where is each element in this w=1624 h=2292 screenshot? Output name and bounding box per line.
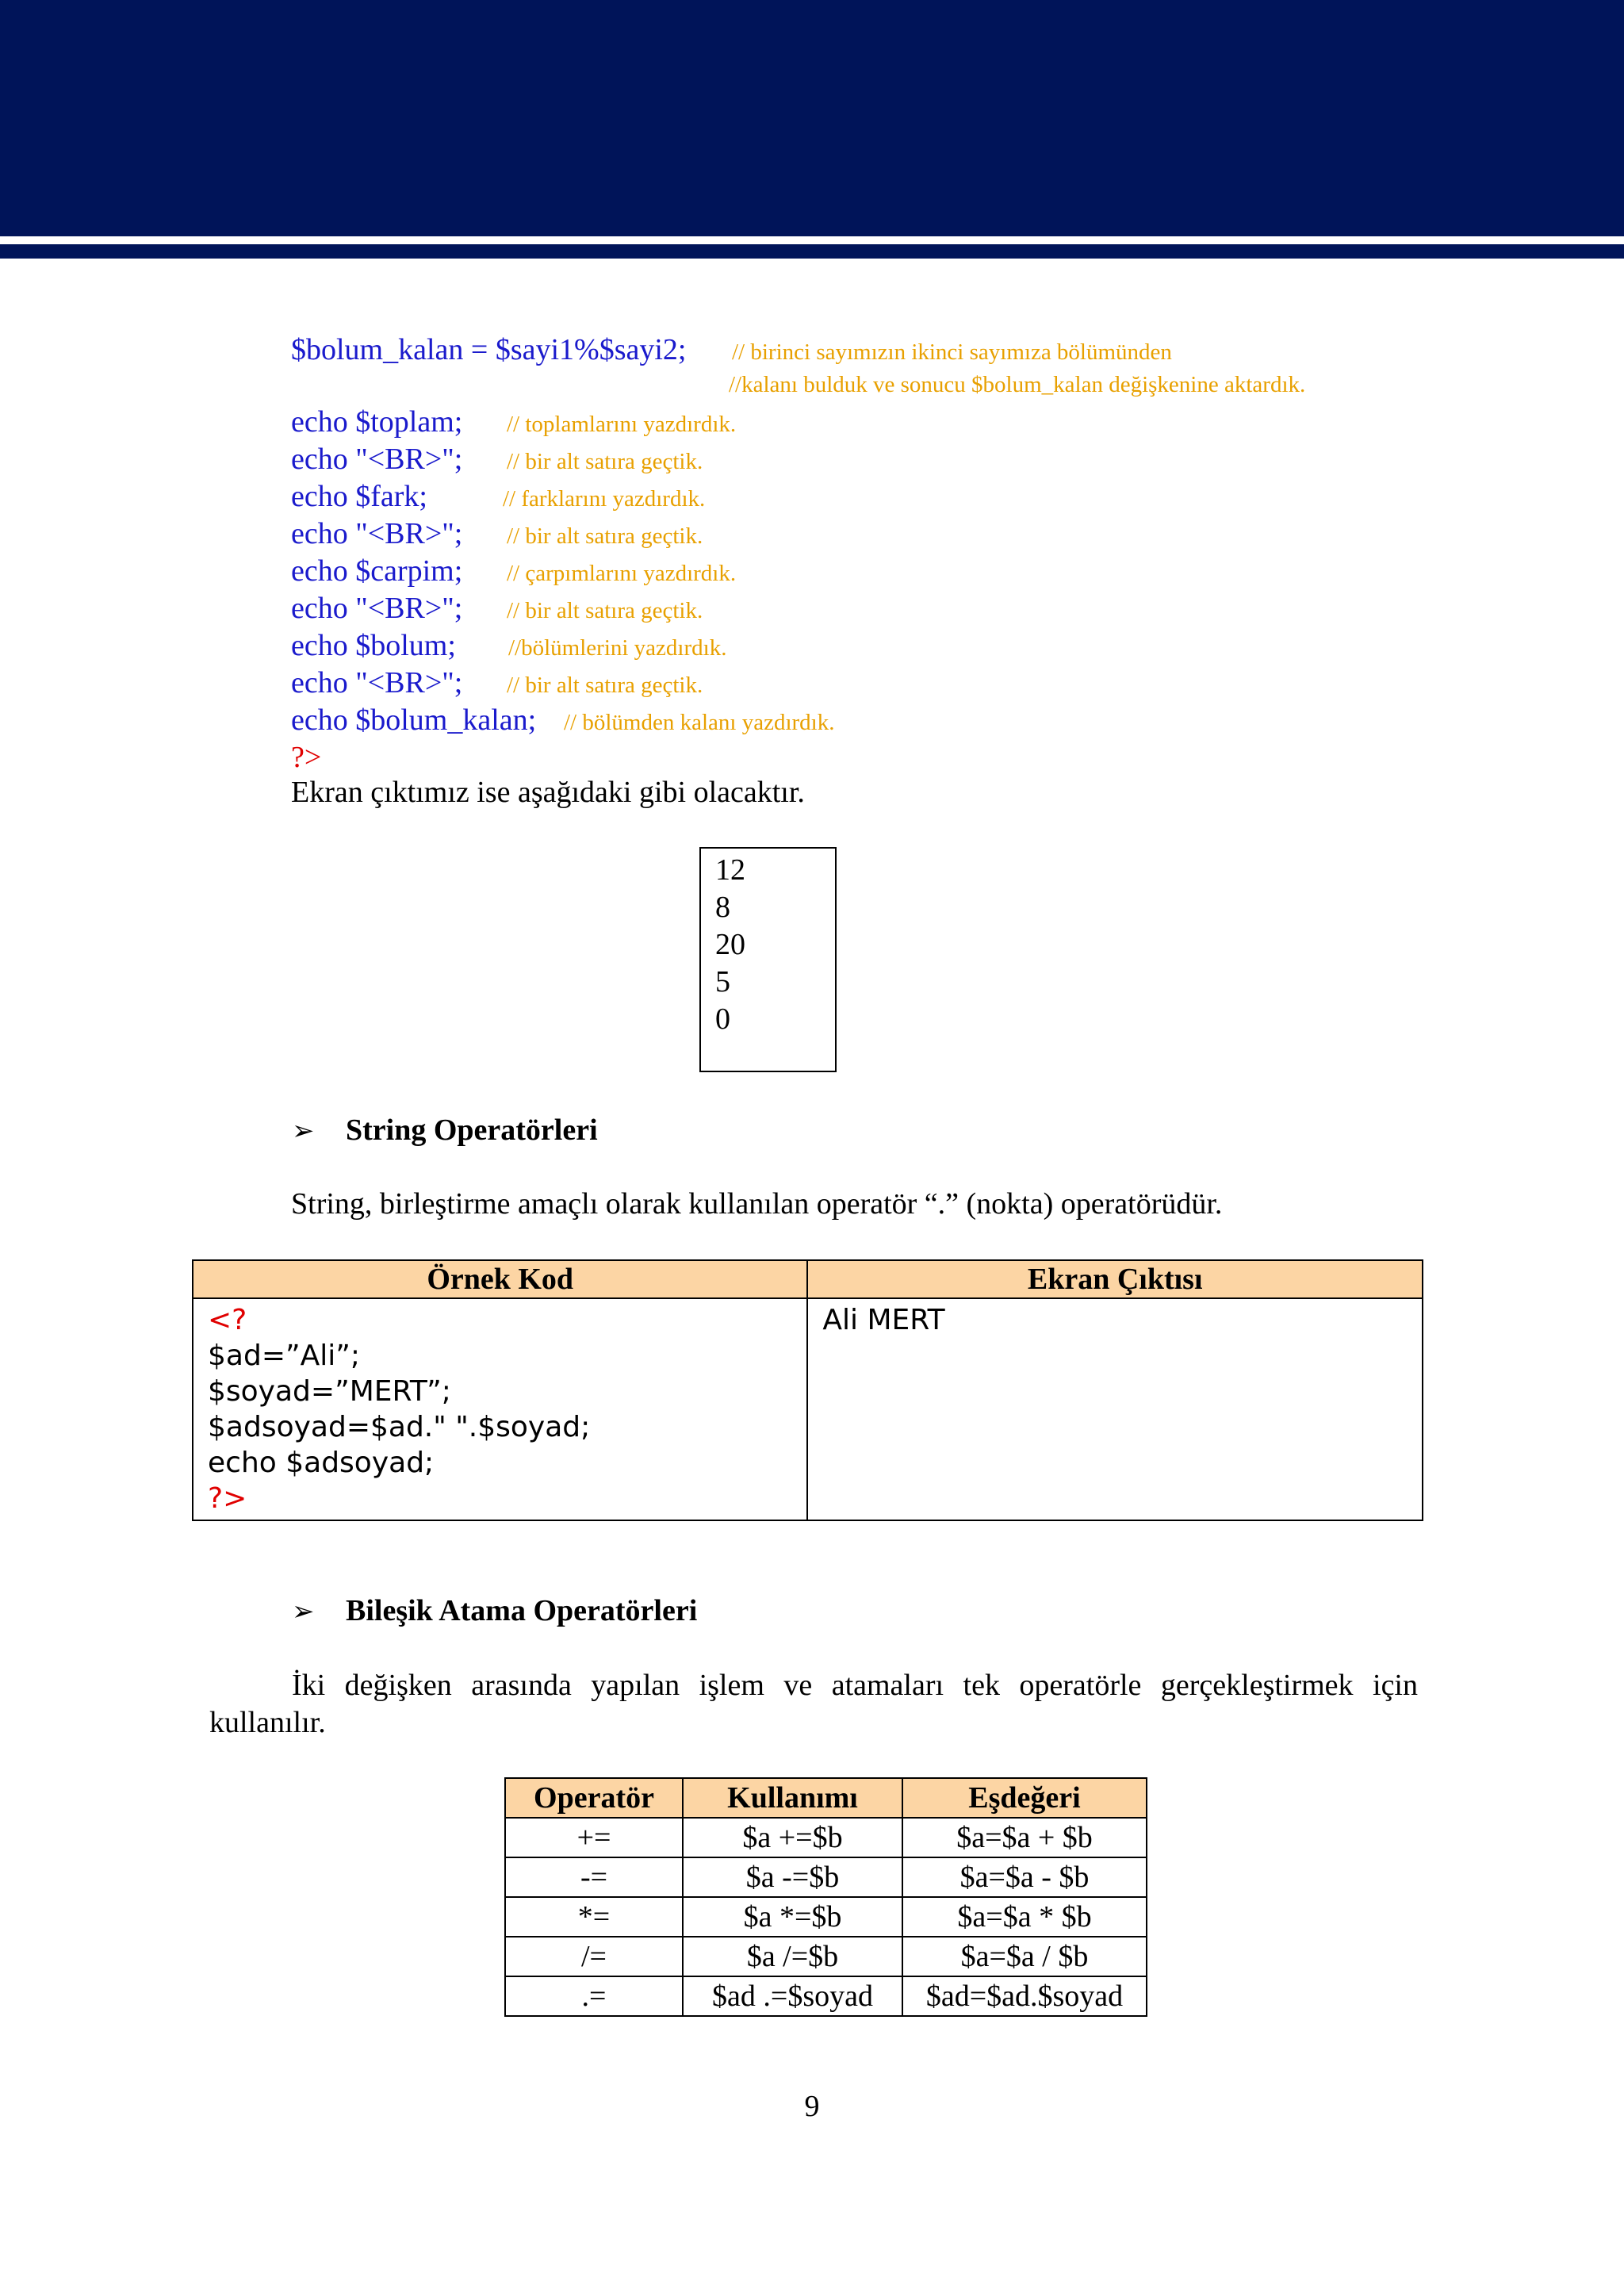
page-number: 9 [804, 2090, 820, 2123]
code-line [291, 369, 1480, 404]
operator-cell: /= [505, 1937, 683, 1976]
php-close-tag: ?> [208, 1482, 247, 1515]
code-text: $bolum_kalan = $sayi1%$sayi2; [291, 333, 687, 366]
code-text: echo $bolum_kalan; [291, 703, 537, 737]
code-text: echo $fark; [291, 480, 427, 513]
table-header-row [505, 1778, 1147, 1818]
table-row [193, 1298, 1423, 1520]
code-text: echo "<BR>"; [291, 517, 463, 550]
header-band [0, 0, 1624, 236]
code-comment: // bir alt satıra geçtik. [507, 598, 703, 623]
code-comment: // bir alt satıra geçtik. [507, 523, 703, 549]
usage-cell: $ad .=$soyad [683, 1976, 902, 2016]
code-line: $ad=”Ali”; [208, 1340, 361, 1372]
code-comment: // birinci sayımızın ikinci sayımıza bölümünden [732, 339, 1172, 365]
output-intro-text: Ekran çıktımız ise aşağıdaki gibi olacaktır. [291, 776, 805, 809]
operator-cell: += [505, 1818, 683, 1857]
code-text: echo $carpim; [291, 554, 463, 588]
usage-cell: $a *=$b [683, 1897, 902, 1937]
code-comment: // bölümden kalanı yazdırdık. [564, 710, 835, 735]
paragraph-line: İki değişken arasında yapılan işlem ve atamaları tek operatörle gerçekleştirmek için [292, 1669, 1418, 1702]
compound-operators-table [504, 1777, 1147, 2017]
equivalent-cell: $a=$a / $b [902, 1937, 1147, 1976]
usage-cell: $a -=$b [683, 1857, 902, 1897]
equivalent-cell: $a=$a * $b [902, 1897, 1147, 1937]
code-text: echo $bolum; [291, 629, 456, 662]
php-close-tag: ?> [291, 741, 322, 774]
output-value: 5 [715, 965, 730, 998]
string-operators-heading [292, 1112, 598, 1150]
code-line [291, 739, 1480, 776]
code-comment: //bölümlerini yazdırdık. [508, 635, 727, 661]
column-header-usage: Kullanımı [683, 1778, 902, 1818]
php-open-tag: <? [208, 1304, 247, 1336]
header-rule [0, 244, 1624, 259]
string-example-table [192, 1259, 1423, 1521]
table-row [505, 1818, 1147, 1857]
code-text: echo "<BR>"; [291, 666, 463, 699]
code-text: echo $toplam; [291, 405, 463, 439]
output-value: 8 [715, 891, 730, 924]
code-line [291, 332, 1480, 369]
table-row [505, 1976, 1147, 2016]
code-comment: // bir alt satıra geçtik. [507, 449, 703, 474]
code-line [291, 516, 1480, 553]
output-value: 20 [715, 928, 745, 961]
string-description: String, birleştirme amaçlı olarak kullanılan operatör “.” (nokta) operatörüdür. [291, 1187, 1223, 1221]
output-value: 12 [715, 853, 745, 887]
code-line [291, 553, 1480, 590]
table-row [505, 1897, 1147, 1937]
code-line [291, 441, 1480, 478]
column-header-equivalent: Eşdeğeri [902, 1778, 1147, 1818]
code-comment: // bir alt satıra geçtik. [507, 673, 703, 698]
usage-cell: $a /=$b [683, 1937, 902, 1976]
operator-cell: .= [505, 1976, 683, 2016]
table-row [505, 1857, 1147, 1897]
code-text: echo "<BR>"; [291, 443, 463, 476]
output-text: Ali MERT [822, 1304, 945, 1336]
code-line: $soyad=”MERT”; [208, 1375, 451, 1408]
usage-cell: $a +=$b [683, 1818, 902, 1857]
code-line [291, 478, 1480, 516]
header-gap [0, 236, 1624, 244]
code-line [291, 404, 1480, 441]
output-value: 0 [715, 1002, 730, 1036]
example-output-cell [807, 1298, 1423, 1520]
paragraph-line: kullanılır. [209, 1706, 326, 1739]
code-line [291, 590, 1480, 627]
code-line [291, 702, 1480, 739]
code-line [291, 665, 1480, 702]
code-comment: // toplamlarını yazdırdık. [507, 412, 737, 437]
equivalent-cell: $ad=$ad.$soyad [902, 1976, 1147, 2016]
example-code-cell [193, 1298, 807, 1520]
equivalent-cell: $a=$a - $b [902, 1857, 1147, 1897]
code-comment: //kalanı bulduk ve sonucu $bolum_kalan değişkenine aktardık. [729, 372, 1306, 397]
table-row [505, 1937, 1147, 1976]
equivalent-cell: $a=$a + $b [902, 1818, 1147, 1857]
table-header-row [193, 1260, 1423, 1298]
column-header-output: Ekran Çıktısı [807, 1260, 1423, 1298]
section-title: Bileşik Atama Operatörleri [346, 1594, 698, 1627]
section-title: String Operatörleri [346, 1113, 598, 1147]
php-code-block [291, 332, 1480, 776]
bullet-arrow-icon: ➢ [292, 1115, 315, 1147]
code-comment: // farklarını yazdırdık. [503, 486, 706, 512]
compound-description [209, 1667, 1418, 1742]
operator-cell: *= [505, 1897, 683, 1937]
column-header-code: Örnek Kod [193, 1260, 807, 1298]
column-header-operator: Operatör [505, 1778, 683, 1818]
code-line [291, 627, 1480, 665]
screen-output-box [699, 847, 837, 1072]
code-comment: // çarpımlarını yazdırdık. [507, 561, 737, 586]
bullet-arrow-icon: ➢ [292, 1596, 315, 1627]
code-line: echo $adsoyad; [208, 1447, 435, 1479]
code-line: $adsoyad=$ad." ".$soyad; [208, 1411, 591, 1443]
operator-cell: -= [505, 1857, 683, 1897]
compound-operators-heading [292, 1593, 697, 1631]
code-text: echo "<BR>"; [291, 592, 463, 625]
